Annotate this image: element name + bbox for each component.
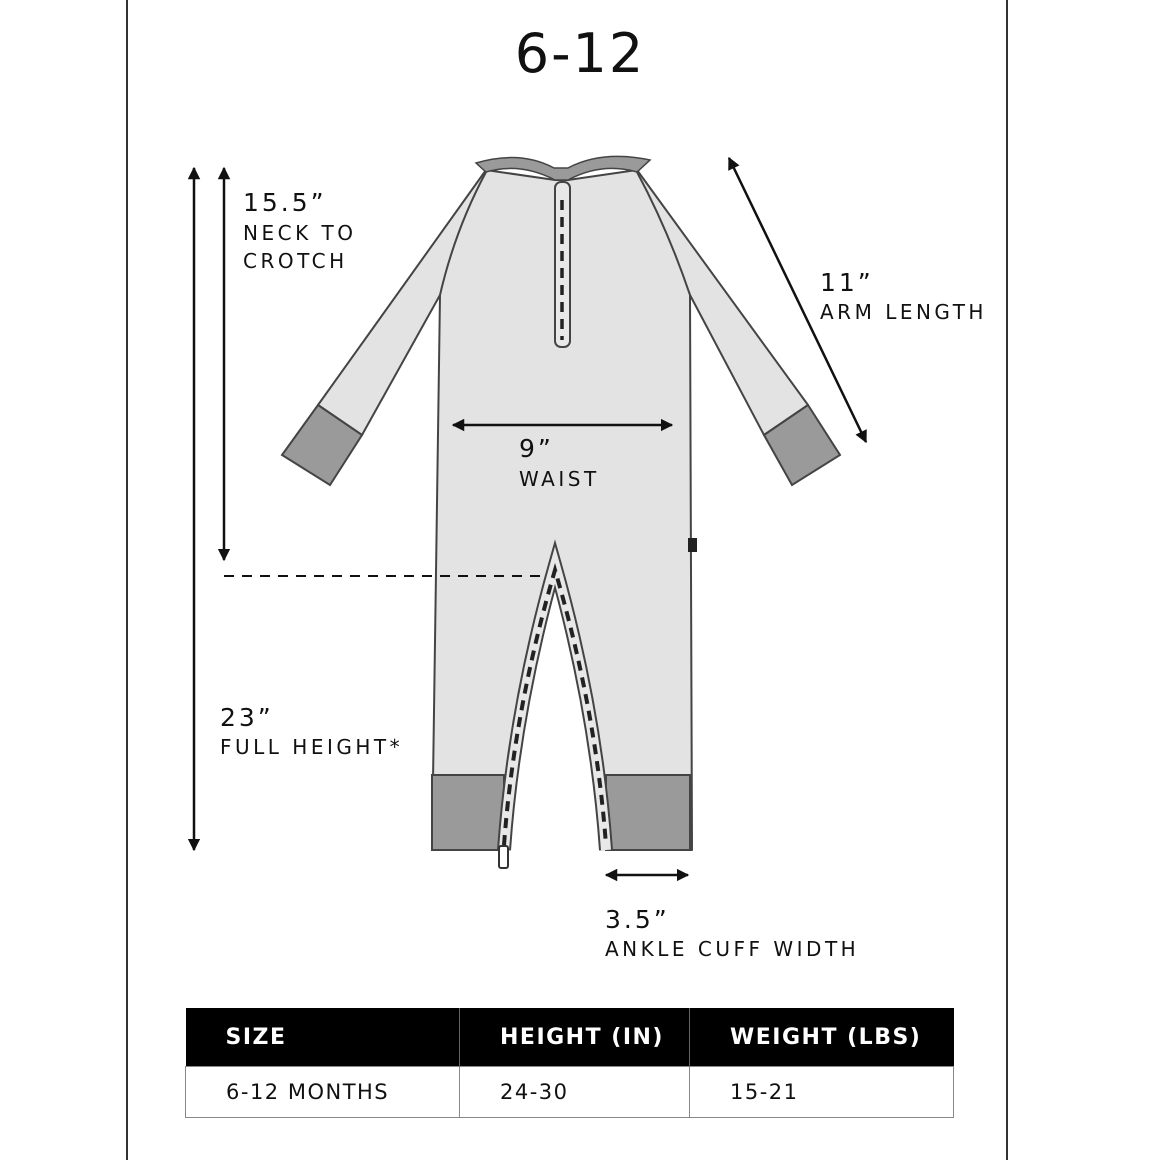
arm-length-label: ARM LENGTH	[820, 300, 987, 324]
weight-header: WEIGHT (LBS)	[690, 1008, 954, 1067]
neck-to-crotch-value: 15.5”	[243, 188, 327, 217]
full-height-value: 23”	[220, 703, 274, 732]
zipper-pull	[499, 846, 508, 868]
neck-to-crotch-label-line1: NECK TO	[243, 221, 357, 245]
height-header: HEIGHT (IN)	[460, 1008, 690, 1067]
ankle-cuff-width-label: ANKLE CUFF WIDTH	[605, 937, 860, 961]
arm-length-value: 11”	[820, 268, 874, 297]
size-cell: 6-12 MONTHS	[186, 1067, 460, 1118]
neck-to-crotch-label-line2: CROTCH	[243, 249, 348, 273]
ankle-cuff-right	[606, 775, 690, 850]
table-row	[186, 1067, 954, 1118]
brand-tag	[688, 538, 697, 552]
ankle-cuff-width-value: 3.5”	[605, 905, 670, 934]
waist-label: WAIST	[519, 467, 600, 491]
waist-value: 9”	[519, 434, 554, 463]
size-table-header-row	[186, 1008, 954, 1067]
size-title: 6-12	[514, 22, 646, 85]
full-height-label: FULL HEIGHT*	[220, 735, 404, 759]
weight-cell: 15-21	[690, 1067, 954, 1118]
ankle-cuff-left	[432, 775, 504, 850]
height-cell: 24-30	[460, 1067, 690, 1118]
size-table	[185, 1008, 954, 1118]
size-header: SIZE	[186, 1008, 460, 1067]
